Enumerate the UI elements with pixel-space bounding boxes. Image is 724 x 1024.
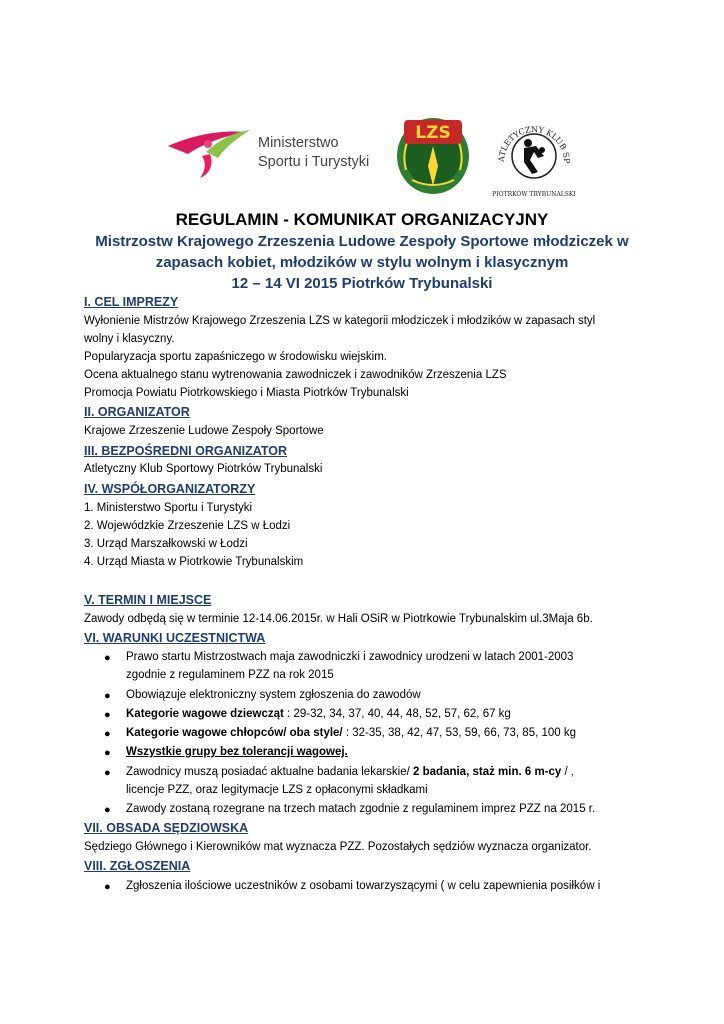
bullet-icon: ● xyxy=(104,690,111,702)
s6-bullet-4 xyxy=(126,727,576,739)
club-logo xyxy=(488,110,580,200)
bullet-icon: ● xyxy=(104,728,111,740)
section-5-text: Zawody odbędą się w terminie 12-14.06.2015r. w Hali OSiR w Piotrkowie Trybunalskim ul.3Maja 6b. xyxy=(84,613,593,625)
document-title: REGULAMIN - KOMUNIKAT ORGANIZACYJNY xyxy=(175,210,549,229)
s8-bullet-1: Zgłoszenia ilościowe uczestników z osobami towarzyszącymi ( w celu zapewnienia posiłków i xyxy=(126,880,601,892)
club-ring-textpath: ATLETYCZNY KLUB SP xyxy=(496,124,572,164)
s6-bullet-6-line-2: licencje PZZ, oraz legitymacje LZS z opłaconymi składkami xyxy=(126,784,428,796)
s6-bullet-6-line-1 xyxy=(126,766,574,778)
section-7-text: Sędziego Głównego i Kierowników mat wyznacza PZZ. Pozostałych sędziów wyznacza organizator. xyxy=(84,841,592,853)
section-3-text: Atletyczny Klub Sportowy Piotrków Trybunalski xyxy=(84,463,323,475)
section-7-heading: VII. OBSADA SĘDZIOWSKA xyxy=(84,821,249,835)
section-6-heading: VI. WARUNKI UCZESTNICTWA xyxy=(84,631,266,645)
girls-weights-label: Kategorie wagowe dziewcząt xyxy=(126,708,284,720)
bullet-icon: ● xyxy=(104,804,111,816)
wrestler-icon xyxy=(524,139,545,174)
ministry-logo xyxy=(166,124,376,180)
lzs-logo-text: LZS xyxy=(415,123,451,143)
s6-bullet-3 xyxy=(126,708,511,720)
section-4-line: 1. Ministerstwo Sportu i Turystyki xyxy=(84,502,253,514)
ministry-swoosh-icon xyxy=(166,124,256,180)
section-2-heading: II. ORGANIZATOR xyxy=(84,405,190,419)
boys-weights-label: Kategorie wagowe chłopców/ oba style/ xyxy=(126,727,343,739)
bullet-icon: ● xyxy=(104,881,111,893)
title-line-1: Mistrzostw Krajowego Zrzeszenia Ludowe Zespoły Sportowe młodziczek w xyxy=(95,233,629,250)
bullet-icon: ● xyxy=(104,709,111,721)
medical-bold: 2 badania, staż min. 6 m-cy xyxy=(413,766,562,778)
club-city-text: PIOTRKÓW TRYBUNALSKI xyxy=(492,191,576,198)
section-3-heading: III. BEZPOŚREDNI ORGANIZATOR xyxy=(84,444,288,458)
section-1-line: Promocja Powiatu Piotrkowskiego i Miasta Piotrków Trybunalski xyxy=(84,387,409,399)
section-5-heading: V. TERMIN I MIEJSCE xyxy=(84,593,212,607)
section-1-line: Wyłonienie Mistrzów Krajowego Zrzeszenia LZS w kategorii młodziczek i młodzików w zapasach styl xyxy=(84,315,596,327)
lzs-logo xyxy=(392,110,474,196)
bullet-icon: ● xyxy=(104,767,111,779)
s6-bullet-5: Wszystkie grupy bez tolerancji wagowej. xyxy=(126,746,348,758)
boys-weights-value: : 32-35, 38, 42, 47, 53, 59, 66, 73, 85, 100 kg xyxy=(342,727,577,739)
section-4-line: 4. Urząd Miasta w Piotrkowie Trybunalskim xyxy=(84,556,304,568)
ministry-logo-text xyxy=(258,134,369,172)
medical-post: / , xyxy=(561,766,575,778)
s6-bullet-2: Obowiązuje elektroniczny system zgłoszenia do zawodów xyxy=(126,689,421,701)
section-2-text: Krajowe Zrzeszenie Ludowe Zespoły Sportowe xyxy=(84,425,324,437)
s6-bullet-1-line-1: Prawo startu Mistrzostwach maja zawodniczki i zawodnicy urodzeni w latach 2001-2003 xyxy=(126,651,574,663)
section-1-line: Ocena aktualnego stanu wytrenowania zawodniczek i zawodników Zrzeszenia LZS xyxy=(84,369,507,381)
section-1-line: Popularyzacja sportu zapaśniczego w środowisku wiejskim. xyxy=(84,351,387,363)
girls-weights-value: : 29-32, 34, 37, 40, 44, 48, 52, 57, 62, 67 kg xyxy=(283,708,511,720)
title-line-2: zapasach kobiet, młodzików w stylu wolnym i klasycznym xyxy=(155,254,569,271)
s6-bullet-1-line-2: zgodnie z regulaminem PZZ na rok 2015 xyxy=(126,669,334,681)
section-1-line: wolny i klasyczny. xyxy=(84,333,175,345)
title-line-3: 12 – 14 VI 2015 Piotrków Trybunalski xyxy=(231,275,493,292)
section-4-line: 3. Urząd Marszałkowski w Łodzi xyxy=(84,538,248,550)
section-4-heading: IV. WSPÓŁORGANIZATORZY xyxy=(84,482,256,496)
ministry-line1: Ministerstwo xyxy=(258,135,339,151)
section-1-heading: I. CEL IMPREZY xyxy=(84,295,179,309)
section-4-line: 2. Wojewódzkie Zrzeszenie LZS w Łodzi xyxy=(84,520,291,532)
bullet-icon: ● xyxy=(104,747,111,759)
medical-pre: Zawodnicy muszą posiadać aktualne badania lekarskie/ xyxy=(126,766,414,778)
ministry-line2: Sportu i Turystyki xyxy=(258,154,370,170)
bullet-icon: ● xyxy=(104,652,111,664)
section-8-heading: VIII. ZGŁOSZENIA xyxy=(84,859,191,873)
s6-bullet-7: Zawody zostaną rozegrane na trzech matach zgodnie z regulaminem imprez PZZ na 2015 r. xyxy=(126,803,596,815)
